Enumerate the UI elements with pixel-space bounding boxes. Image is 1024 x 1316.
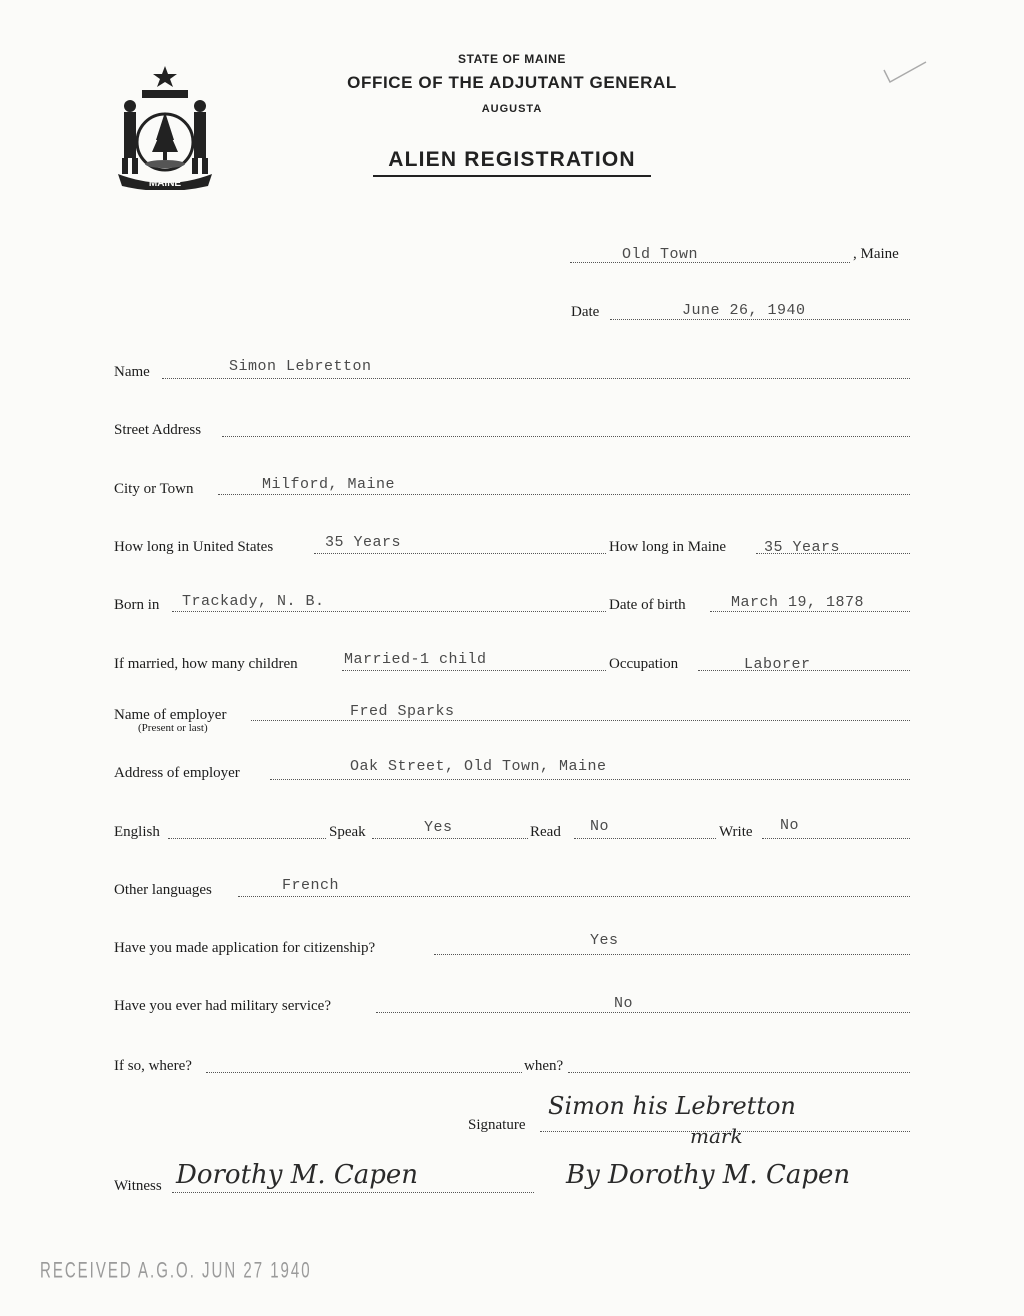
city-dots bbox=[218, 494, 910, 495]
military-dots bbox=[376, 1012, 910, 1013]
signature-label: Signature bbox=[468, 1117, 526, 1133]
speak-value: Yes bbox=[424, 819, 453, 836]
us-label: How long in United States bbox=[114, 539, 274, 555]
other-lang-value: French bbox=[282, 877, 340, 894]
occupation-value: Laborer bbox=[744, 656, 811, 673]
employer-addr-value: Oak Street, Old Town, Maine bbox=[350, 758, 607, 775]
when-dots bbox=[568, 1072, 910, 1073]
born-value: Trackady, N. B. bbox=[182, 593, 325, 610]
town-dots bbox=[570, 262, 850, 263]
city-heading: AUGUSTA bbox=[481, 103, 543, 115]
other-lang-label: Other languages bbox=[114, 882, 212, 898]
town-value: Old Town bbox=[622, 246, 699, 263]
name-value: Simon Lebretton bbox=[229, 358, 372, 375]
state-heading: STATE OF MAINE bbox=[458, 52, 566, 66]
received-stamp: RECEIVED A.G.O. JUN 27 1940 bbox=[40, 1257, 312, 1284]
title-underline bbox=[373, 175, 651, 177]
where-dots bbox=[206, 1072, 522, 1073]
read-value: No bbox=[590, 818, 610, 835]
where-label: If so, where? bbox=[114, 1058, 192, 1074]
military-label: Have you ever had military service? bbox=[114, 998, 331, 1014]
town-suffix: , Maine bbox=[853, 246, 899, 262]
citizenship-value: Yes bbox=[590, 932, 619, 949]
read-label: Read bbox=[530, 824, 561, 840]
when-label: when? bbox=[524, 1058, 564, 1074]
write-value: No bbox=[780, 817, 800, 834]
mark-handwriting: mark bbox=[690, 1124, 743, 1148]
employer-sublabel: (Present or last) bbox=[138, 722, 208, 734]
other-lang-dots bbox=[238, 896, 910, 897]
dob-label: Date of birth bbox=[609, 597, 686, 613]
born-dots bbox=[172, 611, 606, 612]
witness-dots bbox=[172, 1192, 534, 1193]
read-dots bbox=[574, 838, 716, 839]
street-label: Street Address bbox=[114, 422, 202, 438]
english-dots bbox=[168, 838, 326, 839]
name-dots bbox=[162, 378, 910, 379]
children-label: If married, how many children bbox=[114, 656, 298, 672]
check-mark-icon bbox=[880, 58, 930, 88]
date-value: June 26, 1940 bbox=[682, 302, 806, 319]
children-dots bbox=[342, 670, 606, 671]
employer-dots bbox=[251, 720, 910, 721]
us-value: 35 Years bbox=[325, 534, 402, 551]
city-label: City or Town bbox=[114, 481, 194, 497]
signature-handwriting: Simon his Lebretton bbox=[548, 1092, 796, 1120]
write-dots bbox=[762, 838, 910, 839]
us-dots bbox=[314, 553, 606, 554]
occupation-label: Occupation bbox=[609, 656, 679, 672]
by-handwriting: By Dorothy M. Capen bbox=[566, 1160, 851, 1190]
employer-addr-dots bbox=[270, 779, 910, 780]
employer-value: Fred Sparks bbox=[350, 703, 455, 720]
employer-addr-label: Address of employer bbox=[114, 765, 240, 781]
english-label: English bbox=[114, 824, 160, 840]
children-value: Married-1 child bbox=[344, 651, 487, 668]
speak-dots bbox=[372, 838, 528, 839]
street-dots bbox=[222, 436, 910, 437]
write-label: Write bbox=[719, 824, 753, 840]
military-value: No bbox=[614, 995, 634, 1012]
dob-value: March 19, 1878 bbox=[731, 594, 865, 611]
dob-dots bbox=[710, 611, 910, 612]
name-label: Name bbox=[114, 364, 150, 380]
date-dots bbox=[610, 319, 910, 320]
seal-banner: MAINE bbox=[148, 178, 182, 189]
office-heading: OFFICE OF THE ADJUTANT GENERAL bbox=[347, 73, 677, 92]
born-label: Born in bbox=[114, 597, 160, 613]
form-title: ALIEN REGISTRATION bbox=[388, 148, 636, 171]
date-label: Date bbox=[571, 304, 600, 320]
city-value: Milford, Maine bbox=[262, 476, 396, 493]
employer-label: Name of employer bbox=[114, 707, 227, 723]
witness-handwriting: Dorothy M. Capen bbox=[176, 1160, 419, 1190]
maine-value: 35 Years bbox=[764, 539, 841, 556]
citizenship-label: Have you made application for citizenship? bbox=[114, 940, 376, 956]
speak-label: Speak bbox=[329, 824, 366, 840]
witness-label: Witness bbox=[114, 1178, 162, 1194]
maine-label: How long in Maine bbox=[609, 539, 727, 555]
citizenship-dots bbox=[434, 954, 910, 955]
